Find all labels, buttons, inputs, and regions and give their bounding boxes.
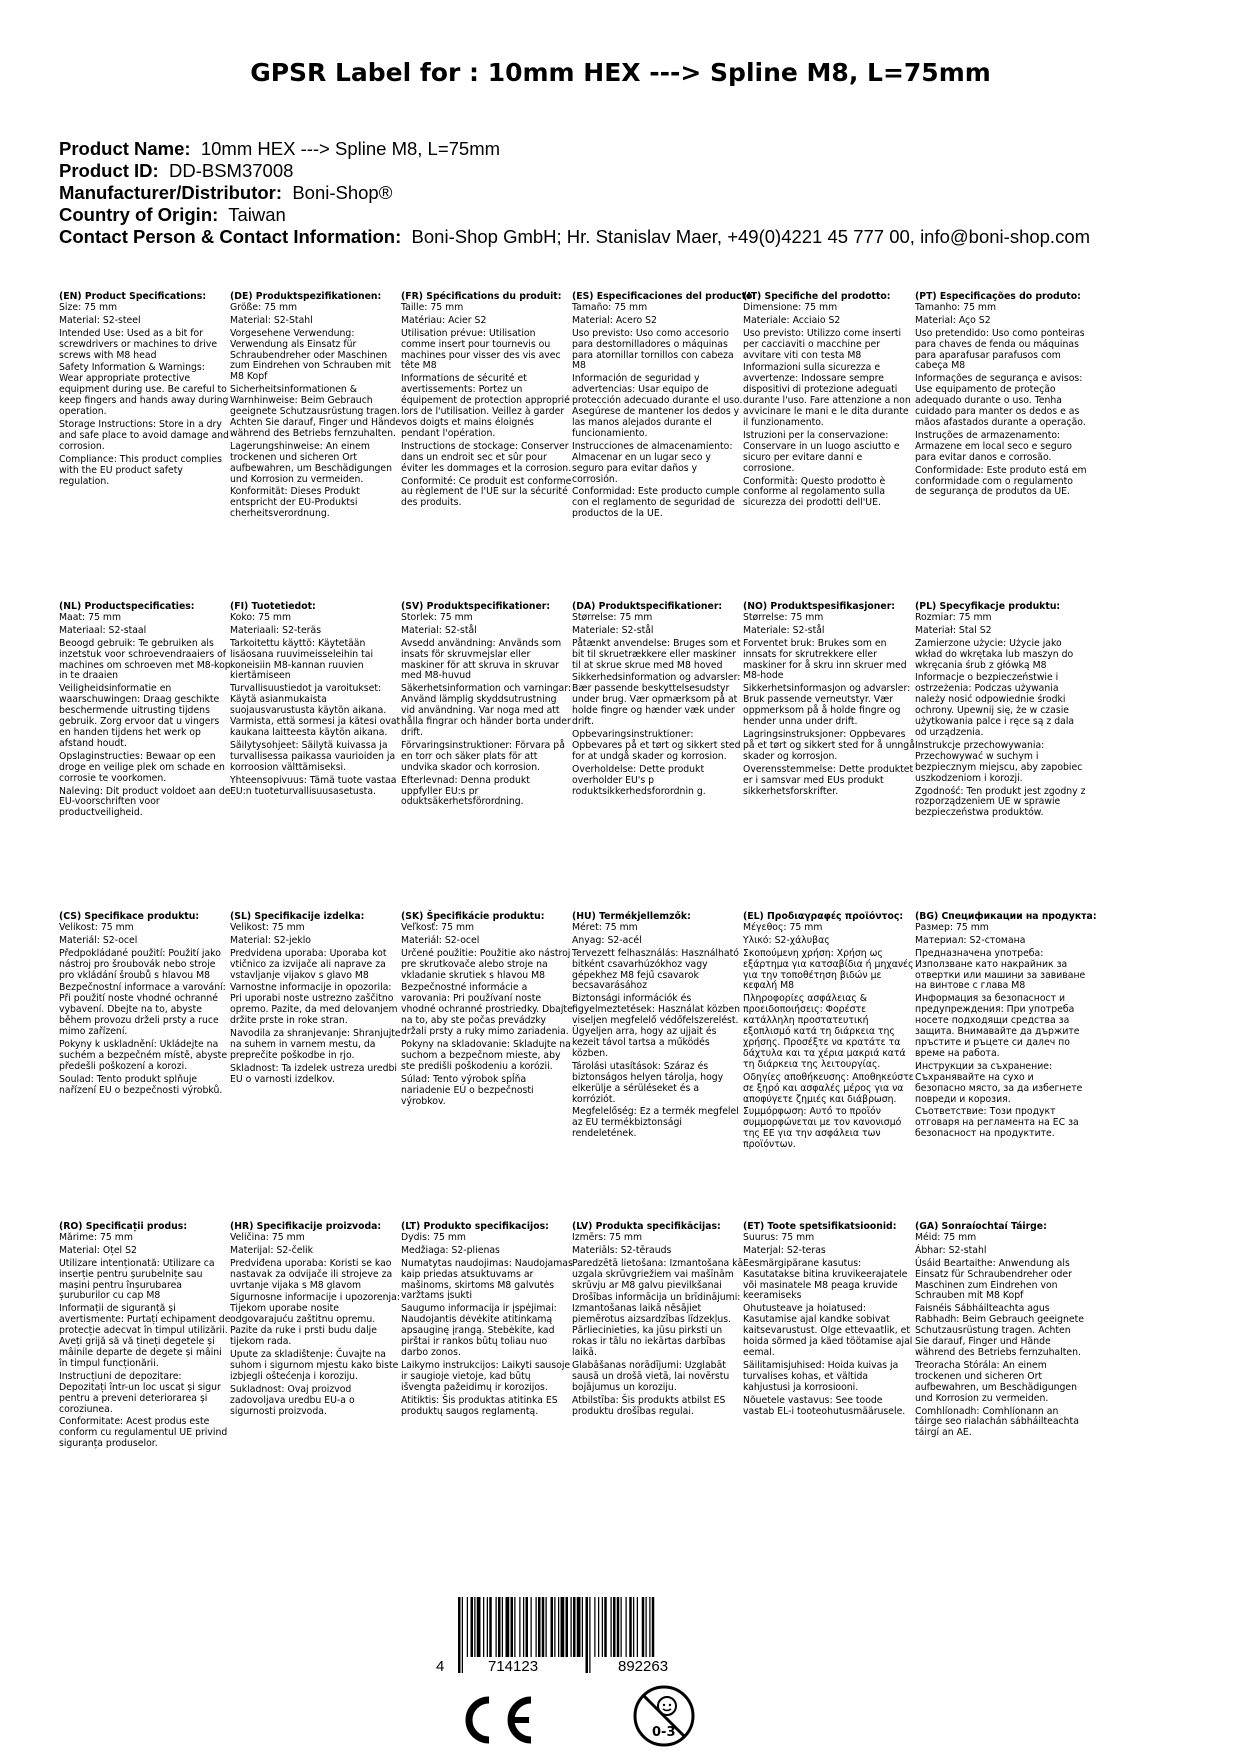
spec-line: Vorgesehene Verwendung: Verwendung als Einsatz für Schraubendreher oder Maschinen zum Eindrehen von Schrauben mit M8 Kopf — [230, 327, 391, 383]
product-name-value: 10mm HEX ---> Spline M8, L=75mm — [200, 138, 501, 159]
barcode-bar — [589, 1597, 590, 1673]
spec-line: Material: Acero S2 — [572, 314, 657, 326]
not-for-children-0-3-icon — [632, 1684, 696, 1748]
barcode-bar — [642, 1597, 645, 1657]
spec-heading: (LT) Produkto specifikacijos: — [401, 1221, 549, 1232]
spec-line: Varnostne informacije in opozorila: Pri uporabi noste ustrezno zaščitno opremo. Pazite, da med delovanjem držite prste in roke stran. — [230, 982, 398, 1027]
spec-line: Förvaringsinstruktioner: Förvara på en torr och säker plats för att undvika skador och korrosion. — [401, 739, 565, 773]
spec-line: Tárolási utasítások: Száraz és biztonságos helyen tárolja, hogy elkerülje a sérüléseket és a korróziót. — [572, 1060, 724, 1105]
spec-line: Avsedd användning: Används som insats för skruvmejslar eller maskiner för att skruva in skruvar med M8-huvud — [401, 637, 562, 682]
spec-heading: (EN) Product Specifications: — [59, 291, 207, 302]
barcode-bar — [514, 1597, 515, 1657]
spec-line: Informacje o bezpieczeństwie i ostrzeżenia: Podczas używania należy nosić odpowiednie środki ochrony. Upewnij się, że w czasie użytkowania palce i ręce są z dala od urządzenia. — [915, 672, 1075, 738]
country-label: Country of Origin: — [59, 204, 219, 225]
spec-line: Storlek: 75 mm — [401, 611, 473, 623]
spec-line: Uso pretendido: Uso como ponteiras para chaves de fenda ou máquinas para aparafusar parafusos com cabeça M8 — [915, 327, 1085, 372]
spec-line: Opbevaringsinstruktioner: Opbevares på et tørt og sikkert sted for at undgå skader og korrosion. — [572, 728, 741, 762]
spec-line: Υλικό: S2-χάλυβας — [743, 934, 830, 946]
spec-card — [915, 911, 1097, 1142]
spec-line: Soulad: Tento produkt splňuje nařízení EU o bezpečnosti výrobků. — [59, 1073, 223, 1096]
spec-card — [401, 1222, 573, 1419]
spec-line: Medžiaga: S2-plienas — [401, 1244, 500, 1256]
spec-line: Zamierzone użycie: Użycie jako wkład do wkrętaka lub maszyn do wkręcania śrub z główką M8 — [915, 637, 1074, 671]
spec-line: Conformidad: Este producto cumple con el reglamento de seguridad de productos de la UE. — [572, 486, 740, 520]
product-id-value: DD-BSM37008 — [168, 160, 294, 181]
spec-line: Beoogd gebruik: Te gebruiken als inzetstuk voor schroevendraaiers of machines om schroeven met M8-kop in te draaien — [59, 637, 231, 682]
spec-line: Taille: 75 mm — [401, 301, 464, 313]
spec-line: Mărime: 75 mm — [59, 1231, 133, 1243]
spec-line: Forventet bruk: Brukes som en innsats for skrutrekkere eller maskiner for å skru inn skruer med M8-hode — [743, 637, 907, 682]
spec-line: Treoracha Stórála: An einem trockenen und sicheren Ort aufbewahren, um Beschädigungen und Korrosion zu vermeiden. — [915, 1359, 1078, 1404]
barcode-bar — [526, 1597, 529, 1657]
barcode-bar — [489, 1597, 492, 1657]
manufacturer-label: Manufacturer/Distributor: — [59, 182, 283, 203]
spec-line: Size: 75 mm — [59, 301, 118, 313]
spec-line: Materijal: S2-čelik — [230, 1244, 313, 1256]
spec-line: Biztonsági információk és figyelmeztetések: Használat közben viseljen megfelelő védőfelszerelést. Ügyeljen arra, hogy az ujjait és kezeit távol tartsa a működés közben. — [572, 993, 740, 1059]
barcode-bar — [477, 1597, 481, 1657]
spec-line: Materiaal: S2-staal — [59, 624, 147, 636]
barcode-bar — [538, 1597, 541, 1657]
spec-line: Información de seguridad y advertencias: Usar equipo de protección adecuado durante el uso. Asegúrese de mantener los dedos y las manos alejados durante el funcionamiento. — [572, 373, 743, 439]
spec-heading: (IT) Specifiche del prodotto: — [743, 291, 891, 302]
spec-line: Materiale: S2-stål — [572, 624, 654, 636]
barcode-bar — [586, 1597, 589, 1673]
barcode-bar — [637, 1597, 638, 1657]
spec-heading: (BG) Спецификации на продукта: — [915, 911, 1097, 922]
barcode-bar — [474, 1597, 475, 1657]
barcode-bar — [633, 1597, 634, 1657]
spec-line: Predvidena uporaba: Uporaba kot vtičnico za izvijače ali naprave za vstavljanje vijakov s glavo M8 — [230, 947, 387, 981]
spec-line: Ábhar: S2-stahl — [915, 1244, 987, 1256]
spec-heading: (FR) Spécifications du produit: — [401, 291, 562, 302]
spec-line: Material: S2-stål — [401, 624, 477, 636]
spec-line: Materjal: S2-teras — [743, 1244, 826, 1256]
barcode-bar — [617, 1597, 620, 1657]
spec-line: Tamanho: 75 mm — [915, 301, 997, 313]
spec-card — [401, 602, 573, 810]
spec-line: Zgodność: Ten produkt jest zgodny z rozporządzeniem UE w sprawie bezpieczeństwa produktów. — [915, 785, 1086, 819]
spec-line: Συμμόρφωση: Αυτό το προϊόν συμμορφώνεται με τον κανονισμό της ΕΕ για την ασφάλεια των προϊόντων. — [743, 1106, 902, 1151]
spec-line: Numatytas naudojimas: Naudojamas kaip priedas atsuktuvams ar mašinoms, skirtoms M8 galvutės varžtams įsukti — [401, 1257, 573, 1302]
spec-line: Materiale: Acciaio S2 — [743, 314, 841, 326]
spec-line: Eesmärgipärane kasutus: Kasutatakse bitina kruvikeerajatele või masinatele M8 peaga kruvide keeramiseks — [743, 1257, 908, 1302]
spec-line: Storage Instructions: Store in a dry and safe place to avoid damage and corrosion. — [59, 418, 229, 452]
spec-line: Lagringsinstruksjoner: Oppbevares på et tørt og sikkert sted for å unngå skader og korrosjon. — [743, 728, 915, 762]
spec-line: Säilytysohjeet: Säilytä kuivassa ja turvallisessa paikassa vaurioiden ja korroosion välttämiseksi. — [230, 739, 396, 773]
spec-heading: (ES) Especificaciones del producto: — [572, 291, 757, 302]
spec-card — [915, 1222, 1087, 1441]
spec-line: Intended Use: Used as a bit for screwdrivers or machines to drive screws with M8 head — [59, 327, 218, 361]
barcode-bar — [462, 1597, 463, 1673]
ce-mark-icon — [455, 1690, 537, 1750]
country-value: Taiwan — [228, 204, 286, 225]
spec-line: Sukladnost: Ovaj proizvod zadovoljava uredbu EU-a o sigurnosti proizvoda. — [230, 1383, 355, 1417]
barcode-bar — [611, 1597, 612, 1657]
spec-heading: (HU) Termékjellemzők: — [572, 911, 691, 922]
spec-line: Tervezett felhasználás: Használható bitként csavarhúzókhoz vagy gépekhez M8 fejű csavarok becsavarásához — [572, 947, 739, 992]
spec-card — [915, 292, 1087, 500]
spec-heading: (EL) Προδιαγραφές προϊόντος: — [743, 911, 904, 922]
spec-line: Материал: S2-стомана — [915, 934, 1026, 946]
spec-line: Upute za skladištenje: Čuvajte na suhom i sigurnom mjestu kako biste izbjegli oštećenja i koroziju. — [230, 1348, 399, 1382]
spec-line: Megfelelőség: Ez a termék megfelel az EU termékbiztonsági rendeletének. — [572, 1106, 739, 1140]
product-info — [59, 138, 1219, 248]
barcode-bar — [551, 1597, 554, 1657]
age-label: 0-3 — [652, 1725, 676, 1740]
spec-line: Faisnéis Sábháilteachta agus Rabhadh: Beim Gebrauch geeignete Schutzausrüstung tragen. Achten Sie darauf, Finger und Hände während des Betriebs fernzuhalten. — [915, 1303, 1085, 1358]
spec-line: Drošības informācija un brīdinājumi: Izmantošanas laikā nēsājiet piemērotus aizsardzības līdzekļus. Pārliecinieties, ka jūsu pirksti un rokas ir tālu no iekārtas darbības laikā. — [572, 1292, 741, 1358]
spec-heading: (PL) Specyfikacje produktu: — [915, 601, 1061, 612]
spec-line: Ohutusteave ja hoiatused: Kasutamise ajal kandke sobivat kaitsevarustust. Olge ettevaatlik, et hoida sõrmed ja käed töötamise ajal eemal. — [743, 1303, 913, 1358]
spec-line: Materiāls: S2-tērauds — [572, 1244, 672, 1256]
spec-line: Yhteensopivuus: Tämä tuote vastaa EU:n tuoteturvallisuusasetusta. — [230, 774, 397, 797]
barcode-bar — [566, 1597, 569, 1657]
barcode-bar — [458, 1597, 461, 1673]
spec-line: Tamaño: 75 mm — [572, 301, 648, 313]
product-name-label: Product Name: — [59, 138, 191, 159]
barcode-bar — [467, 1597, 468, 1657]
spec-line: Istruzioni per la conservazione: Conservare in un luogo asciutto e sicuro per evitare danni e corrosione. — [743, 429, 900, 474]
spec-line: Informazioni sulla sicurezza e avvertenze: Indossare sempre dispositivi di protezione adeguati durante l'uso. Fare attenzione a non avvicinare le mani e le dita durante il funzionamento. — [743, 362, 911, 428]
spec-line: Saugumo informacija ir įspėjimai: Naudojantis dėvėkite atitinkamą apsauginę įrangą. Stebėkite, kad pirštai ir rankos būtų toliau nuo darbo zonos. — [401, 1303, 557, 1358]
spec-card — [59, 1222, 231, 1452]
country-row — [59, 204, 1219, 226]
spec-line: Glabāšanas norādījumi: Uzglabāt sausā un drošā vietā, lai novērstu bojājumus un koroziju. — [572, 1359, 730, 1393]
spec-line: Σκοπούμενη χρήση: Χρήση ως εξάρτημα για κατσαβίδια ή μηχανές για την τοποθέτηση βιδών με κεφαλή M8 — [743, 947, 914, 992]
spec-card — [230, 292, 402, 522]
spec-line: Materiál: S2-ocel — [59, 934, 138, 946]
barcode-digits-left: 714123 — [488, 1658, 539, 1675]
spec-line: Dydis: 75 mm — [401, 1231, 466, 1243]
barcode-bar — [598, 1597, 599, 1657]
spec-line: Sigurnosne informacije i upozorenja: Tijekom uporabe nosite odgovarajuću zaštitnu opremu. Pazite da ruke i prsti budu dalje tijekom rada. — [230, 1292, 400, 1348]
barcode-digits-right: 892263 — [618, 1658, 669, 1675]
spec-line: Säilitamisjuhised: Hoida kuivas ja turvalises kohas, et vältida kahjustusi ja korrosiooni. — [743, 1359, 899, 1393]
spec-line: Atitiktis: Šis produktas atitinka ES produktų saugos reglamentą. — [401, 1394, 558, 1417]
barcode-bar — [554, 1597, 555, 1657]
spec-card — [572, 602, 744, 799]
barcode-bar — [536, 1597, 537, 1657]
spec-line: Opslaginstructies: Bewaar op een droge en veilige plek om schade en corrosie te voorkomen. — [59, 750, 225, 784]
barcode-bar — [487, 1597, 488, 1657]
product-name-row — [59, 138, 1219, 160]
spec-line: Πληροφορίες ασφάλειας & προειδοποιήσεις: Φορέστε κατάλληλη προστατευτική εξοπλισμό κατά τη διάρκεια της χρήσης. Προσέξτε να κρατάτε τα δάχτυλα και τα χέρια μακριά κατά τη διάρκεια της λειτουργίας. — [743, 993, 906, 1070]
spec-line: Conformitate: Acest produs este conform cu regulamentul UE privind siguranța produselor. — [59, 1416, 228, 1450]
spec-line: Méid: 75 mm — [915, 1231, 977, 1243]
barcode-bar — [613, 1597, 616, 1657]
manufacturer-value: Boni-Shop® — [292, 182, 393, 203]
spec-heading: (HR) Specifikacije proizvoda: — [230, 1221, 382, 1232]
spec-line: Maat: 75 mm — [59, 611, 122, 623]
spec-line: Instructions de stockage: Conserver dans un endroit sec et sûr pour éviter les dommages et la corrosion. — [401, 440, 572, 474]
spec-line: Instrucțiuni de depozitare: Depozitați într-un loc uscat și sigur pentru a preveni deteriorarea și coroziunea. — [59, 1370, 221, 1415]
barcode-bar — [542, 1597, 545, 1657]
spec-line: Laikymo instrukcijos: Laikyti sausoje ir saugioje vietoje, kad būtų išvengta pažeidimų ir korozijos. — [401, 1359, 571, 1393]
spec-line: Lagerungshinweise: An einem trockenen und sicheren Ort aufbewahren, um Beschädigungen und Korrosion zu vermeiden. — [230, 440, 393, 485]
spec-card — [59, 602, 231, 821]
barcode-bar — [558, 1597, 559, 1657]
barcode-bar — [629, 1597, 632, 1657]
spec-line: Material: S2-steel — [59, 314, 141, 326]
barcode-bar — [496, 1597, 497, 1657]
spec-line: Veiligheidsinformatie en waarschuwingen: Draag geschikte beschermende uitrusting tijdens gebruik. Zorg ervoor dat u vingers en handen tijdens het werk op afstand houdt. — [59, 683, 220, 749]
spec-line: Uso previsto: Uso como accesorio para destornilladores o máquinas para atornillar tornillos con cabeza M8 — [572, 327, 734, 372]
barcode-bar — [519, 1597, 520, 1657]
spec-line: Предназначена употреба: Използване като накрайник за отвертки или машини за завиване на винтове с глава M8 — [915, 947, 1086, 992]
spec-line: Conformità: Questo prodotto è conforme al regolamento sulla sicurezza dei prodotti dell'UE. — [743, 475, 886, 509]
spec-line: Comhlíonadh: Comhlíonann an táirge seo rialachán sábháilteachta táirgí an AE. — [915, 1405, 1079, 1439]
spec-heading: (SK) Špecifikácie produktu: — [401, 911, 545, 922]
spec-card — [743, 292, 915, 511]
barcode-bar — [594, 1597, 595, 1657]
spec-line: Størrelse: 75 mm — [743, 611, 824, 623]
spec-line: Sikkerhedsinformation og advarsler: Bær passende beskyttelsesudstyr under brug. Vær opmærksom på at holde fingre og hænder væk under drift. — [572, 672, 741, 728]
spec-line: Informații de siguranță și avertismente: Purtați echipament de protecție adecvat în timpul utilizării. Aveți grijă să vă țineți degetele și mâinile departe de degete și mâini în timpul funcționării. — [59, 1303, 231, 1369]
spec-line: Velikost: 75 mm — [230, 921, 305, 933]
spec-heading: (GA) Sonraíochtaí Táirge: — [915, 1221, 1047, 1232]
spec-line: Instruções de armazenamento: Armazene em local seco e seguro para evitar danos e corrosão. — [915, 429, 1072, 463]
barcode-bar — [506, 1597, 510, 1657]
spec-line: Instrukcje przechowywania: Przechowywać w suchym i bezpiecznym miejscu, aby zapobiec uszkodzeniom i korozji. — [915, 739, 1083, 784]
barcode-bar — [621, 1597, 622, 1657]
spec-line: Materiaali: S2-teräs — [230, 624, 322, 636]
spec-line: Turvallisuustiedot ja varoitukset: Käytä asianmukaista suojausvarustusta käytön aikana. Varmista, että sormesi ja kätesi ovat kaukana laitteesta käytön aikana. — [230, 683, 401, 738]
spec-line: Informations de sécurité et avertissements: Portez un équipement de protection approprié lors de l'utilisation. Veillez à garder vos doigts et mains éloignés pendant l'opération. — [401, 373, 570, 439]
spec-line: Compliance: This product complies with the EU product safety regulation. — [59, 453, 222, 487]
spec-line: Størrelse: 75 mm — [572, 611, 653, 623]
barcode-bar — [604, 1597, 607, 1657]
barcode-bar — [531, 1597, 532, 1657]
spec-line: Materiale: S2-stål — [743, 624, 825, 636]
spec-line: Utilisation prévue: Utilisation comme insert pour tournevis ou machines pour visser des vis avec tête M8 — [401, 327, 561, 372]
spec-line: Určené použitie: Použitie ako nástroj pre skrutkovače alebo stroje na vkladanie skrutiek s hlavou M8 — [401, 947, 571, 981]
spec-card — [230, 1222, 402, 1419]
barcode-bar — [649, 1597, 650, 1657]
spec-heading: (NO) Produktspesifikasjoner: — [743, 601, 896, 612]
spec-card — [915, 602, 1087, 821]
spec-heading: (RO) Specificații produs: — [59, 1221, 188, 1232]
barcode-bar — [602, 1597, 603, 1657]
spec-line: Nõuetele vastavus: See toode vastab EL-i tooteohutusmäärusele. — [743, 1394, 906, 1417]
barcode-bar — [483, 1597, 484, 1657]
spec-heading: (SV) Produktspecifikationer: — [401, 601, 551, 612]
spec-heading: (PT) Especificações do produto: — [915, 291, 1081, 302]
spec-line: Pokyny k uskladnění: Ukládejte na suchém a bezpečném místě, abyste předešli poškození a korozi. — [59, 1038, 228, 1072]
spec-line: Instrucciones de almacenamiento: Almacenar en un lugar seco y seguro para evitar daños y corrosión. — [572, 440, 733, 485]
spec-line: Paredzētā lietošana: Izmantošana kā uzgala skrūvgriežiem vai mašīnām skrūvju ar M8 galvu pievilkšanai — [572, 1257, 744, 1291]
spec-line: Materiał: Stal S2 — [915, 624, 992, 636]
spec-line: Materiál: S2-ocel — [401, 934, 480, 946]
spec-line: Размер: 75 mm — [915, 921, 989, 933]
spec-card — [59, 912, 231, 1099]
barcode-bar — [652, 1597, 655, 1657]
spec-line: Efterlevnad: Denna produkt uppfyller EU:s pr oduktsäkerhetsförordning. — [401, 774, 530, 808]
spec-line: Conformidade: Este produto está em conformidade com o regulamento de segurança de produtos da UE. — [915, 464, 1087, 498]
spec-heading: (FI) Tuotetiedot: — [230, 601, 316, 612]
spec-card — [743, 1222, 915, 1419]
contact-value: Boni-Shop GmbH; Hr. Stanislav Maer, +49(0)4221 45 777 00, info@boni-shop.com — [411, 226, 1091, 247]
spec-line: Material: Aço S2 — [915, 314, 991, 326]
spec-line: Konformität: Dieses Produkt entspricht der EU-Produktsi cherheitsverordnung. — [230, 486, 360, 520]
spec-line: Utilizare intenționată: Utilizare ca inserție pentru șurubelnițe sau mașini pentru înșurubarea șuruburilor cu cap M8 — [59, 1257, 215, 1302]
contact-row — [59, 226, 1219, 248]
barcode-bar — [498, 1597, 501, 1657]
contact-label: Contact Person & Contact Information: — [59, 226, 402, 247]
barcode-bar — [546, 1597, 547, 1657]
spec-card — [230, 602, 402, 799]
spec-card — [401, 912, 573, 1109]
spec-line: Atbilstība: Šis produkts atbilst ES produktu drošības regulai. — [572, 1394, 726, 1417]
barcode-bar — [626, 1597, 627, 1657]
barcode-digit-first: 4 — [436, 1658, 445, 1675]
spec-heading: (LV) Produkta specifikācijas: — [572, 1221, 721, 1232]
barcode-bar — [582, 1597, 583, 1657]
spec-card — [572, 291, 757, 522]
barcode-bar — [502, 1597, 503, 1657]
spec-line: Bezpečnostní informace a varování: Při použití noste vhodné ochranné vybavení. Dbejte na to, abyste během provozu drželi prsty a ruce mimo zařízení. — [59, 982, 226, 1038]
spec-line: Súlad: Tento výrobok spĺňa nariadenie EÚ o bezpečnosti výrobkov. — [401, 1073, 534, 1107]
spec-card — [743, 602, 915, 799]
ean-barcode — [436, 1597, 736, 1677]
barcode-bar — [511, 1597, 514, 1657]
spec-line: Größe: 75 mm — [230, 301, 298, 313]
spec-line: Bezpečnostné informácie a varovania: Pri používaní noste vhodné ochranné prostriedky. Dbajte na to, aby ste počas prevádzky držali prsty a ruky mimo zariadenia. — [401, 982, 573, 1038]
spec-line: Информация за безопасност и предупреждения: При употреба носете подходящи средства за защита. Внимавайте да държите пръстите и ръцете си далеч по време на работа. — [915, 993, 1080, 1059]
spec-line: Påtænkt anvendelse: Bruges som et bit til skruetrækkere eller maskiner til at skrue skrue med M8 hoved — [572, 637, 741, 671]
spec-line: Overensstemmelse: Dette produktet er i samsvar med EUs produkt sikkerhetsforskrifter. — [743, 763, 914, 797]
spec-line: Μέγεθος: 75 mm — [743, 921, 823, 933]
spec-heading: (NL) Productspecificaties: — [59, 601, 195, 612]
spec-line: Material: S2-Stahl — [230, 314, 313, 326]
barcode-bar — [577, 1597, 581, 1657]
spec-heading: (CS) Specifikace produktu: — [59, 911, 200, 922]
spec-line: Οδηγίες αποθήκευσης: Αποθηκεύστε σε ξηρό και ασφαλές μέρος για να αποφύγετε ζημιές και διάβρωση. — [743, 1071, 914, 1105]
spec-line: Izmērs: 75 mm — [572, 1231, 643, 1243]
spec-line: Sikkerhetsinformasjon og advarsler: Bruk passende verneutstyr. Vær oppmerksom på å holde fingre og hender unna under drift. — [743, 683, 911, 728]
spec-line: Conformité: Ce produit est conforme au règlement de l'UE sur la sécurité des produits. — [401, 475, 572, 509]
spec-line: Overholdelse: Dette produkt overholder EU's p roduktsikkerhedsforordnin g. — [572, 763, 706, 797]
spec-line: Velikost: 75 mm — [59, 921, 134, 933]
spec-card — [59, 292, 231, 489]
spec-card — [572, 1222, 744, 1419]
spec-line: Naleving: Dit product voldoet aan de EU-voorschriften voor productveiligheid. — [59, 785, 231, 819]
spec-line: Předpokládané použití: Použití jako nástroj pro šroubovák nebo stroje pro vkládání šroubů s hlavou M8 — [59, 947, 221, 981]
spec-heading: (DE) Produktspezifikationen: — [230, 291, 382, 302]
page-title: GPSR Label for : 10mm HEX ---> Spline M8, L=75mm — [250, 58, 991, 87]
barcode-bar — [523, 1597, 524, 1657]
barcode-bar — [571, 1597, 572, 1657]
spec-heading: (ET) Toote spetsifikatsioonid: — [743, 1221, 897, 1232]
spec-line: Rozmiar: 75 mm — [915, 611, 992, 623]
spec-grid — [59, 292, 1219, 1522]
manufacturer-row — [59, 182, 1219, 204]
spec-line: Koko: 75 mm — [230, 611, 292, 623]
spec-line: Инструкции за съхранение: Съхранявайте на сухо и безопасно място, за да избегнете повреди и корозия. — [915, 1060, 1083, 1105]
spec-line: Veličina: 75 mm — [230, 1231, 305, 1243]
spec-line: Skladnost: Ta izdelek ustreza uredbi EU o varnosti izdelkov. — [230, 1062, 398, 1085]
spec-heading: (SL) Specifikacije izdelka: — [230, 911, 365, 922]
spec-line: Dimensione: 75 mm — [743, 301, 838, 313]
spec-line: Pokyny na skladovanie: Skladujte na suchom a bezpečnom mieste, aby ste predišli poškodeniu a korózii. — [401, 1038, 571, 1072]
spec-line: Suurus: 75 mm — [743, 1231, 815, 1243]
product-id-row — [59, 160, 1219, 182]
spec-line: Méret: 75 mm — [572, 921, 638, 933]
spec-line: Material: Oțel S2 — [59, 1244, 137, 1256]
spec-line: Safety Information & Warnings: Wear appropriate protective equipment during use. Be careful to keep fingers and hands away during operation. — [59, 362, 229, 418]
spec-line: Matériau: Acier S2 — [401, 314, 487, 326]
spec-card — [230, 912, 402, 1088]
spec-line: Съответствие: Този продукт отговаря на регламента на ЕС за безопасност на продуктите. — [915, 1106, 1079, 1140]
spec-line: Navodila za shranjevanje: Shranjujte na suhem in varnem mestu, da preprečite poškodbe in rjo. — [230, 1028, 401, 1061]
spec-line: Säkerhetsinformation och varningar: Använd lämplig skyddsutrustning vid användning. Var noga med att hålla fingrar och händer borta under drift. — [401, 683, 572, 738]
spec-line: Sicherheitsinformationen & Warnhinweise: Beim Gebrauch geeignete Schutzausrüstung tragen. Achten Sie darauf, Finger und Hände während des Betriebs fernzuhalten. — [230, 384, 402, 439]
spec-line: Informações de segurança e avisos: Use equipamento de proteção adequado durante o uso. Tenha cuidado para manter os dedos e as mãos afastados durante a operação. — [915, 373, 1086, 428]
spec-card — [743, 912, 915, 1153]
spec-line: Uso previsto: Utilizzo come inserti per cacciaviti o macchine per avvitare viti con testa M8 — [743, 327, 902, 361]
barcode-bar — [561, 1597, 565, 1657]
barcode-bar — [471, 1597, 474, 1657]
spec-heading: (DA) Produktspecifikationer: — [572, 601, 723, 612]
barcode-bar — [573, 1597, 576, 1657]
spec-card — [572, 912, 744, 1142]
spec-line: Anyag: S2-acél — [572, 934, 642, 946]
spec-line: Predviđena uporaba: Koristi se kao nastavak za odvijače ili strojeve za uvrtanje vijaka s M8 glavom — [230, 1257, 393, 1291]
spec-line: Tarkoitettu käyttö: Käytetään lisäosana ruuvimeisseleihin tai koneisiin M8-kannan ruuvien kiertämiseen — [230, 637, 374, 682]
barcode-bar — [646, 1597, 647, 1657]
spec-line: Veľkosť: 75 mm — [401, 921, 475, 933]
spec-card — [401, 292, 573, 511]
product-id-label: Product ID: — [59, 160, 159, 181]
spec-line: Úsáid Beartaithe: Anwendung als Einsatz für Schraubendreher oder Maschinen zum Eindrehen von Schrauben mit M8 Kopf — [915, 1257, 1072, 1302]
spec-line: Material: S2-jeklo — [230, 934, 311, 946]
